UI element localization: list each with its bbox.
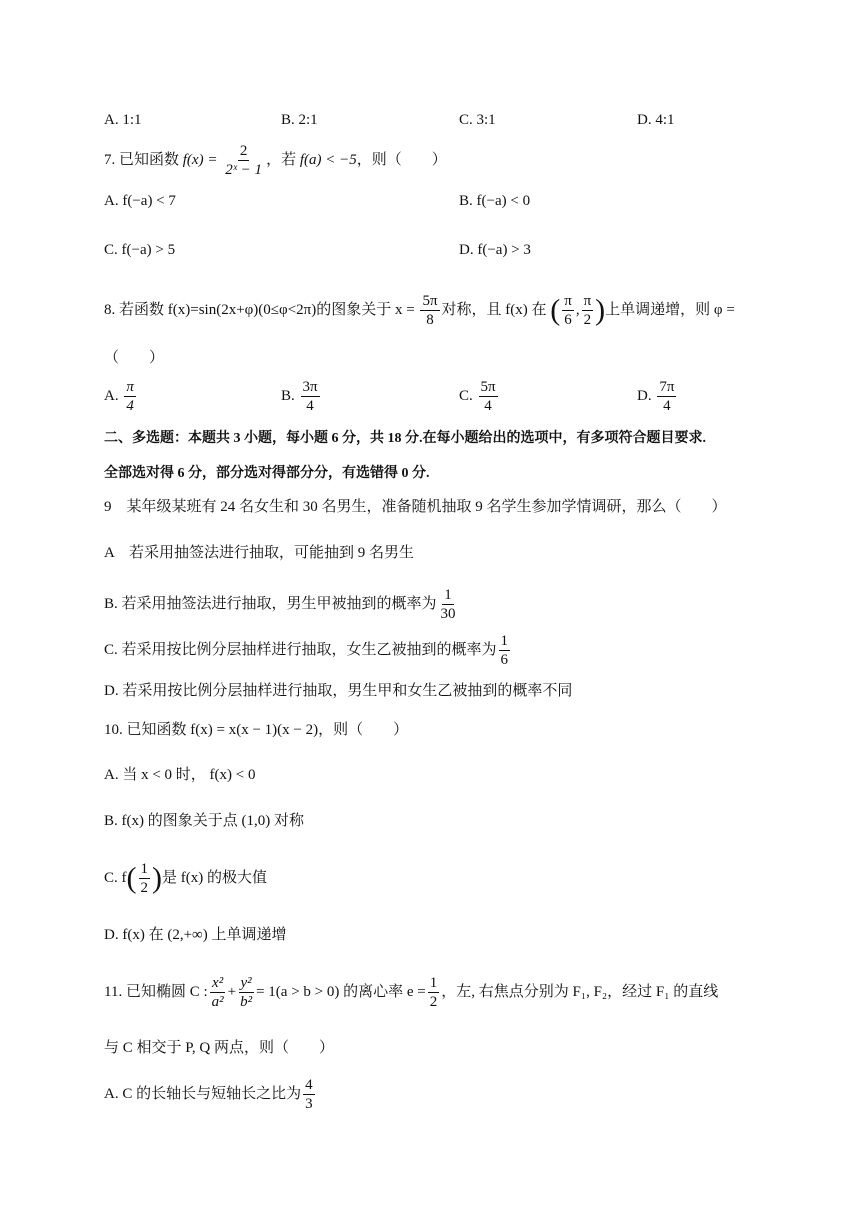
q8-opt-b-den: 4 (306, 398, 314, 414)
q9-opt-c-text: C. 若采用按比例分层抽样进行抽取，女生乙被抽到的概率为 (104, 642, 497, 658)
q11-opt-a-text: A. C 的长轴长与短轴长之比为 (104, 1086, 302, 1102)
q9-opt-c-den: 6 (500, 652, 509, 669)
q8-option-c (459, 378, 500, 415)
q8-opt-d-num: 7π (659, 379, 675, 395)
q8-sym-den: 8 (426, 312, 434, 329)
q6-option-a: A. 1:1 (104, 112, 142, 128)
q9-opt-c-num: 1 (500, 633, 509, 650)
q7-fx: f(x) = (182, 152, 218, 168)
q8-stem-suffix: 上单调递增，则 φ = (605, 302, 735, 318)
q10-opt-c-close: ) (152, 861, 162, 895)
section2-line2: 全部选对得 6 分，部分选对得部分分，有选错得 0 分. (104, 466, 430, 481)
q10-option-b: B. f(x) 的图象关于点 (1,0) 对称 (104, 813, 304, 829)
q6-option-c: C. 3:1 (459, 112, 496, 128)
q8-opt-c-frac (479, 378, 498, 415)
q7-option-a: A. f(−a) < 7 (104, 193, 176, 209)
q8-opt-c-num: 5π (480, 379, 496, 395)
q8-opt-a-den: 4 (126, 398, 134, 414)
q8-opt-b-num: 3π (302, 379, 318, 395)
q9-stem: 9 某年级某班有 24 名女生和 30 名男生，准备随机抽取 9 名学生参加学情调研，那么（ ） (104, 499, 727, 515)
q8-option-d (637, 378, 678, 415)
q11-y-num: y² (240, 975, 252, 992)
q8-int-b-num: π (583, 293, 592, 310)
q7-stem-mid: ，若 (266, 152, 300, 168)
q8-opt-d-label: D. (637, 387, 652, 404)
q7-stem-prefix: 7. 已知函数 (104, 152, 183, 168)
q9-option-b (104, 582, 460, 626)
q7-option-d: D. f(−a) > 3 (459, 242, 531, 258)
section2-line1: 二、多选题：本题共 3 小题，每小题 6 分，共 18 分.在每小题给出的选项中，有多项符合题目要求. (104, 431, 706, 446)
q8-opt-b-frac (301, 378, 320, 415)
q8-sym-fraction (420, 292, 439, 329)
q10-opt-c-suffix: 是 f(x) 的极大值 (162, 870, 267, 886)
q7-stem-suffix: ，则（ ） (356, 152, 447, 168)
q11-opt-a-frac (303, 1076, 315, 1113)
q8-int-a-num: π (564, 293, 572, 310)
q11-x-num: x² (212, 975, 224, 992)
q11-option-a (104, 1072, 317, 1116)
q8-stem-mid: 对称，且 f(x) 在 (441, 302, 547, 318)
q11-stem-suffix: ，左, 右焦点分别为 F₁, F₂，经过 F₁ 的直线 (441, 984, 719, 1000)
q10-opt-c-num: 1 (140, 861, 148, 878)
q9-opt-b-num: 1 (444, 587, 452, 604)
q8-stem-prefix: 8. 若函数 f(x)=sin(2x+φ)(0≤φ<2π)的图象关于 x = (104, 302, 415, 318)
q10-opt-c-open: ( (126, 861, 137, 895)
q8-opt-c-den: 4 (484, 398, 492, 414)
q11-y-den: b² (240, 994, 253, 1011)
q7-condition: f(a) < −5 (299, 152, 357, 168)
q8-opt-d-den: 4 (663, 398, 671, 414)
q7-frac-num: 2 (239, 143, 248, 160)
q8-opt-b-label: B. (281, 387, 295, 404)
q8-opt-d-frac (657, 378, 676, 415)
q8-close-paren: ) (595, 293, 606, 327)
q11-stem (104, 970, 718, 1014)
q11-stem-prefix: 11. 已知椭圆 C : (104, 984, 208, 1000)
q10-option-d: D. f(x) 在 (2,+∞) 上单调递增 (104, 927, 287, 943)
q11-y-frac (238, 974, 254, 1011)
q10-opt-c-prefix: C. f (104, 870, 127, 886)
q9-opt-b-den: 30 (440, 606, 456, 623)
q7-option-b: B. f(−a) < 0 (459, 193, 531, 209)
q8-open-paren: ( (550, 293, 561, 327)
q11-e-num: 1 (429, 975, 438, 992)
q9-opt-b-frac (439, 586, 458, 623)
q9-opt-c-frac (499, 632, 511, 669)
q9-option-a: A 若采用抽签法进行抽取，可能抽到 9 名男生 (104, 545, 415, 561)
q8-opt-a-label: A. (104, 387, 119, 404)
q8-opt-a-num: π (126, 379, 134, 395)
q11-e-frac (428, 974, 440, 1011)
q7-frac-den: 2ˣ − 1 (225, 162, 263, 179)
q10-opt-c-frac (139, 860, 151, 897)
q11-e-den: 2 (429, 994, 438, 1011)
q7-fraction (223, 142, 264, 179)
q11-opt-a-num: 4 (305, 1077, 313, 1094)
q8-answer-paren: （ ） (104, 350, 165, 366)
q10-stem: 10. 已知函数 f(x) = x(x − 1)(x − 2)，则（ ） (104, 722, 409, 738)
q8-int-b (582, 292, 594, 329)
q8-int-a (562, 292, 574, 329)
q8-int-b-den: 2 (583, 312, 592, 329)
q11-x-frac (210, 974, 226, 1011)
q9-option-d: D. 若采用按比例分层抽样进行抽取，男生甲和女生乙被抽到的概率不同 (104, 683, 573, 699)
q11-opt-a-den: 3 (305, 1096, 313, 1113)
q11-stem-line2: 与 C 相交于 P, Q 两点，则（ ） (104, 1040, 335, 1056)
q8-int-a-den: 6 (564, 312, 572, 329)
q6-option-b: B. 2:1 (281, 112, 318, 128)
q10-option-a: A. 当 x < 0 时， f(x) < 0 (104, 767, 256, 783)
q8-sym-num: 5π (422, 293, 438, 310)
q6-option-d: D. 4:1 (637, 112, 675, 128)
q7-stem (104, 138, 447, 182)
q7-option-c: C. f(−a) > 5 (104, 242, 176, 258)
q11-eq: = 1(a > b > 0) 的离心率 e = (256, 984, 426, 1000)
q11-plus: + (227, 984, 237, 1000)
q11-x-den: a² (211, 994, 224, 1011)
q8-opt-a-frac (124, 378, 136, 415)
q9-option-c (104, 628, 512, 672)
q10-opt-c-den: 2 (140, 880, 148, 897)
q9-opt-b-text: B. 若采用抽签法进行抽取，男生甲被抽到的概率为 (104, 596, 437, 612)
q10-option-c (104, 856, 267, 900)
q8-opt-c-label: C. (459, 387, 473, 404)
q8-option-a (104, 378, 138, 415)
q8-stem: 8. 若函数 f(x)=sin(2x+φ)(0≤φ<2π)的图象关于 x = $\frac{5\pi}{8}$ 对称，且 f(x) 在 ( $\frac{\pi}{6}$ , $\frac{\pi}{2}$ )上单调递增，则 φ = (104, 293, 735, 329)
q8-option-b (281, 378, 322, 415)
